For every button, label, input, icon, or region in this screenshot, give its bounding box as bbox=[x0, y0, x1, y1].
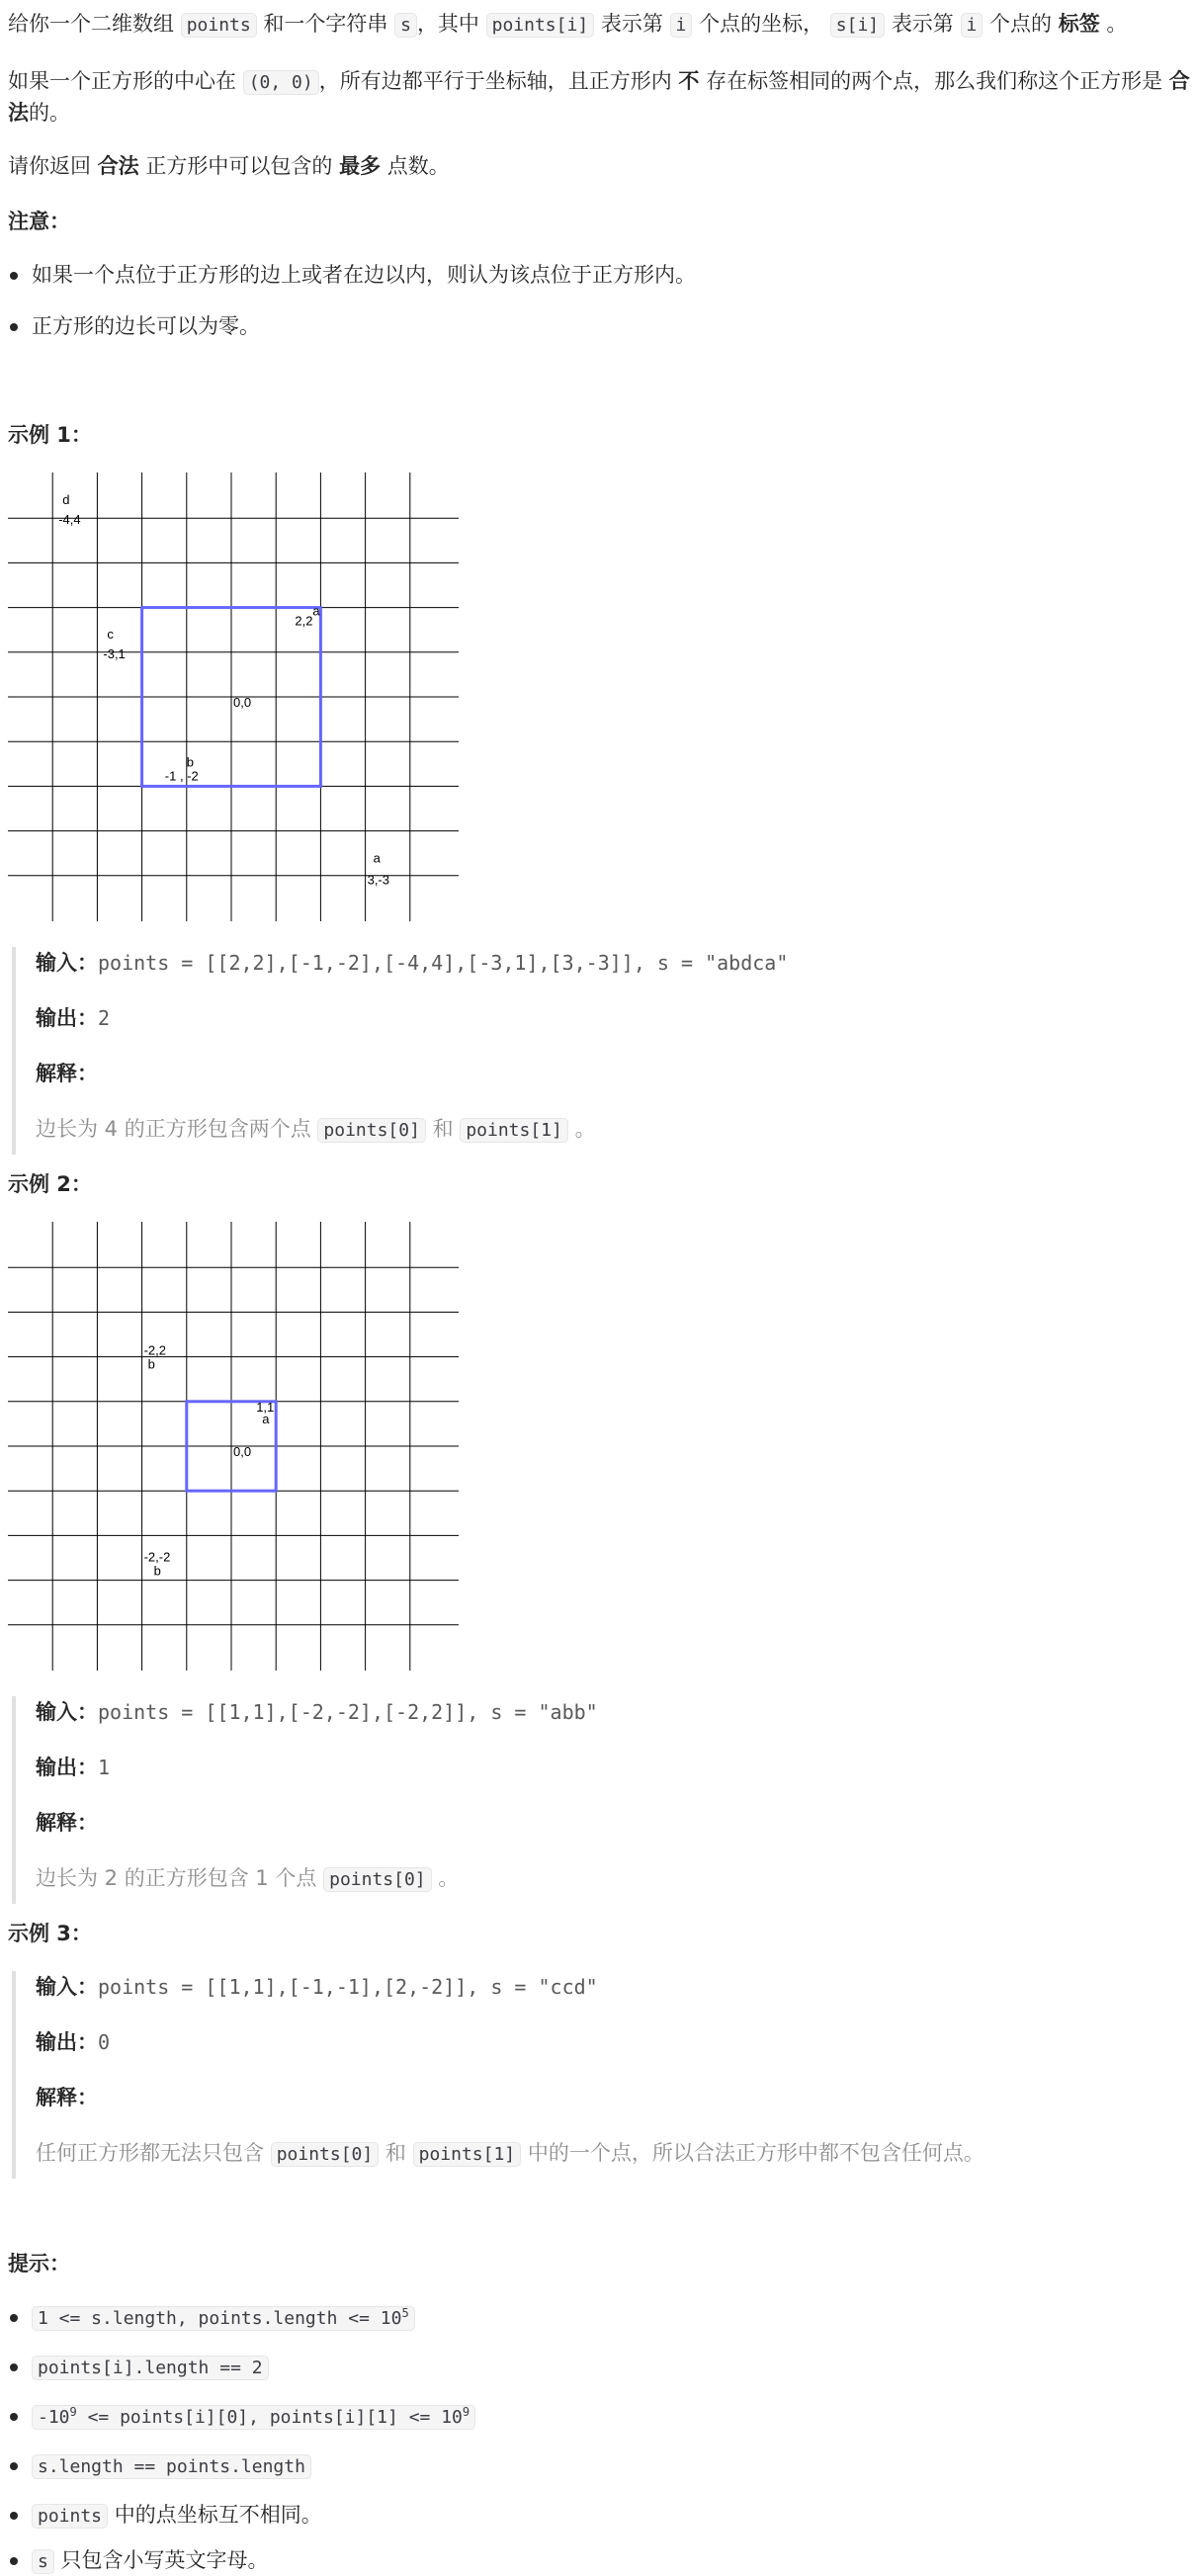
notes-title: 注意： bbox=[8, 210, 70, 233]
hint-2: points[i].length == 2 bbox=[32, 2351, 269, 2384]
bullet bbox=[10, 323, 18, 331]
tag-bold: 标签 bbox=[1058, 12, 1100, 36]
example-2-input: 输入：points = [[1,1],[-2,-2],[-2,2]], s = "abb" bbox=[36, 1700, 598, 1724]
bullet bbox=[10, 2413, 18, 2421]
hint-4: s.length == points.length bbox=[32, 2449, 311, 2483]
bullet bbox=[10, 2462, 18, 2470]
example-1-figure bbox=[8, 472, 459, 921]
hint-1: 1 <= s.length, points.length <= $10^5$ bbox=[32, 2301, 415, 2335]
code-points-i: points[i] bbox=[486, 13, 595, 38]
example-1-input: 输入：points = [[2,2],[-1,-2],[-4,4],[-3,1],[3,-3]], s = "abdca" bbox=[36, 951, 789, 975]
point-label: -3,1 bbox=[103, 645, 126, 661]
not-bold: 不 bbox=[678, 69, 700, 93]
example-3-output: 输出：0 bbox=[36, 2030, 111, 2054]
hints-title: 提示： bbox=[8, 2252, 70, 2275]
point-label: 2,2 bbox=[295, 613, 313, 629]
point-label: a bbox=[312, 603, 320, 619]
legal-bold-2: 法 bbox=[8, 101, 29, 125]
code-points: points bbox=[181, 13, 257, 38]
hint-3: $-10^9$ <= points[i][0], points[i][1] <= $10^9$ bbox=[32, 2400, 475, 2434]
point-label: -1 , -2 bbox=[164, 768, 199, 784]
point-label: -2,2 bbox=[143, 1342, 167, 1358]
point-label: 1,1 bbox=[256, 1399, 275, 1415]
hint-6: s 只包含小写英文字母。 bbox=[32, 2544, 269, 2576]
most-bold: 最多 bbox=[339, 154, 382, 178]
quote-bar bbox=[12, 1971, 16, 2179]
point-label: b bbox=[153, 1563, 161, 1579]
intro-line-1: 给你一个二维数组 points 和一个字符串 s ，其中 points[i] 表示第 i 个点的坐标， s[i] 表示第 i 个点的 标签 。 bbox=[8, 12, 1128, 36]
code-s-i: s[i] bbox=[830, 13, 885, 38]
example-3-explain-label: 解释： bbox=[36, 2086, 98, 2109]
note-item-2: 正方形的边长可以为零。 bbox=[32, 314, 260, 338]
example-1-title: 示例 1： bbox=[8, 423, 92, 447]
bullet bbox=[10, 2557, 18, 2565]
example-1-explain-label: 解释： bbox=[36, 1062, 98, 1085]
point-label: c bbox=[107, 626, 114, 642]
bullet bbox=[10, 2512, 18, 2520]
example-3-title: 示例 3： bbox=[8, 1922, 92, 1945]
intro-line-2: 如果一个正方形的中心在 (0, 0) ，所有边都平行于坐标轴，且正方形内 不 存在标签相同的两个点，那么我们称这个正方形是 合 bbox=[8, 69, 1190, 93]
bullet bbox=[10, 272, 18, 280]
example-3-explain: 任何正方形都无法只包含 points[0] 和 points[1] 中的一个点，所以合法正方形中都不包含任何点。 bbox=[36, 2141, 984, 2165]
legal-bold-3: 合法 bbox=[97, 154, 139, 178]
point-label: 0,0 bbox=[233, 695, 252, 710]
code-i-2: i bbox=[961, 13, 983, 38]
bullet bbox=[10, 2363, 18, 2371]
intro-line-2b: 法的。 bbox=[8, 101, 70, 125]
code-s: s bbox=[394, 13, 417, 38]
point-label: -2,-2 bbox=[143, 1549, 171, 1565]
quote-bar bbox=[12, 1696, 16, 1904]
intro-line-3: 请你返回 合法 正方形中可以包含的 最多 点数。 bbox=[8, 154, 450, 178]
code-i: i bbox=[670, 13, 693, 38]
quote-bar bbox=[12, 947, 16, 1155]
hint-5: points 中的点坐标互不相同。 bbox=[32, 2499, 322, 2533]
point-label: b bbox=[186, 754, 195, 770]
example-2-explain-label: 解释： bbox=[36, 1811, 98, 1835]
point-label: a bbox=[262, 1411, 270, 1426]
code-origin: (0, 0) bbox=[243, 70, 319, 95]
point-label: a bbox=[373, 850, 381, 866]
example-3-input: 输入：points = [[1,1],[-1,-1],[2,-2]], s = "ccd" bbox=[36, 1975, 598, 1999]
bullet bbox=[10, 2314, 18, 2322]
legal-bold-1: 合 bbox=[1168, 69, 1190, 93]
point-label: b bbox=[147, 1356, 155, 1372]
example-2-output: 输出：1 bbox=[36, 1756, 111, 1779]
note-item-1: 如果一个点位于正方形的边上或者在边以内，则认为该点位于正方形内。 bbox=[32, 263, 696, 287]
example-1-output: 输出：2 bbox=[36, 1006, 111, 1030]
point-label: d bbox=[62, 492, 70, 508]
example-2-title: 示例 2： bbox=[8, 1172, 92, 1196]
point-label: 0,0 bbox=[233, 1444, 252, 1459]
example-2-explain: 边长为 2 的正方形包含 1 个点 points[0] 。 bbox=[36, 1866, 460, 1890]
example-1-explain: 边长为 4 的正方形包含两个点 points[0] 和 points[1] 。 bbox=[36, 1117, 596, 1141]
example-2-figure bbox=[8, 1222, 459, 1671]
point-label: 3,-3 bbox=[367, 872, 390, 888]
point-label: -4,4 bbox=[58, 512, 81, 528]
